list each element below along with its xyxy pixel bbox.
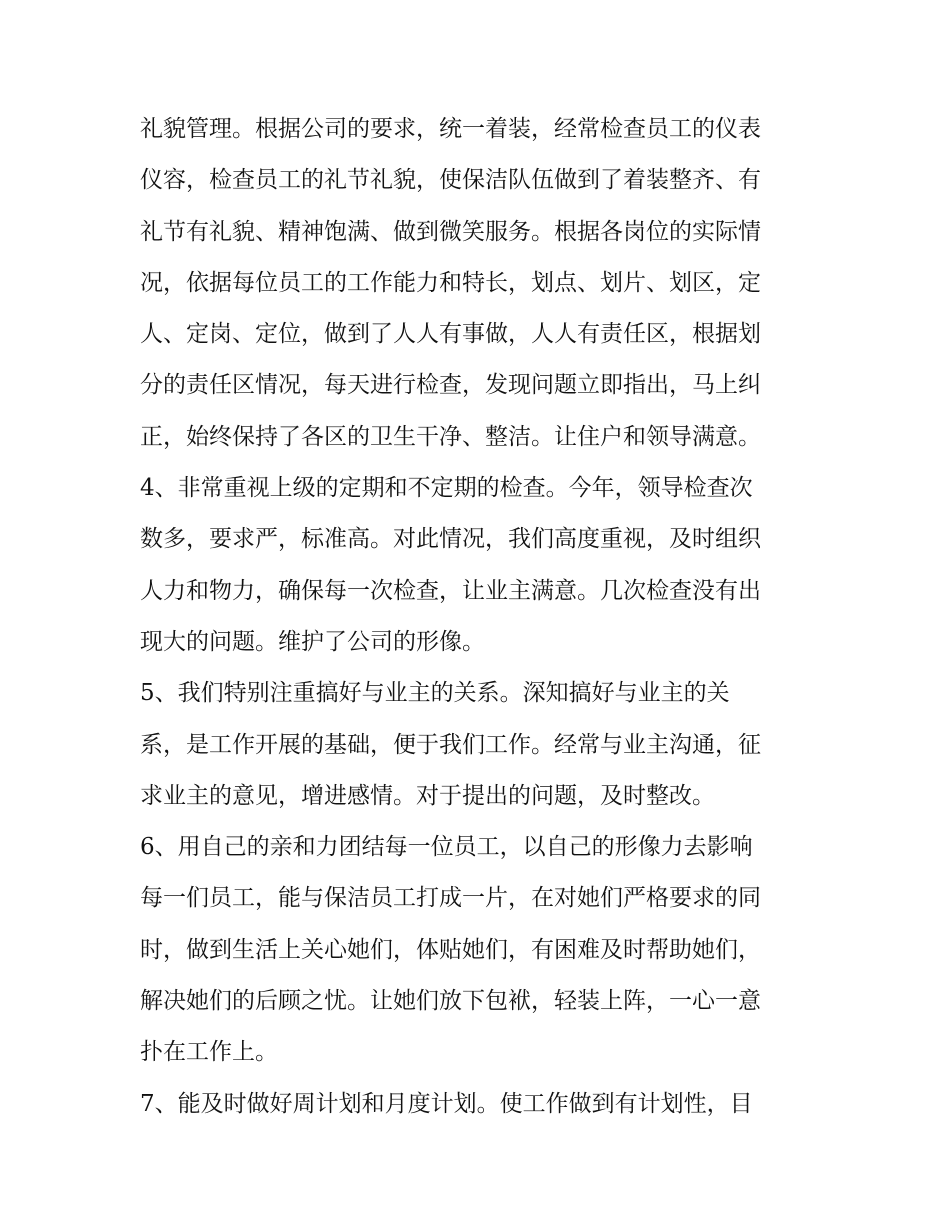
text-line: 仪容，检查员工的礼节礼貌，使保洁队伍做到了着装整齐、有: [140, 167, 761, 194]
text-line: 5、我们特别注重搞好与业主的关系。深知搞好与业主的关: [140, 680, 730, 707]
text-line: 4、非常重视上级的定期和不定期的检查。今年，领导检查次: [140, 475, 753, 502]
text-line: 数多，要求严，标准高。对此情况，我们高度重视，及时组织: [140, 526, 761, 553]
text-line: 扑在工作上。: [140, 1039, 278, 1066]
document-body: [140, 104, 812, 1130]
text-line: 正，始终保持了各区的卫生干净、整洁。让住户和领导满意。: [140, 423, 761, 450]
text-line: 人、定岗、定位，做到了人人有事做，人人有责任区，根据划: [140, 321, 761, 348]
text-line: 人力和物力，确保每一次检查，让业主满意。几次检查没有出: [140, 577, 761, 604]
text-line: 礼节有礼貌、精神饱满、做到微笑服务。根据各岗位的实际情: [140, 218, 761, 245]
text-line: 求业主的意见，增进感情。对于提出的问题，及时整改。: [140, 782, 715, 809]
text-line: 分的责任区情况，每天进行检查，发现问题立即指出，马上纠: [140, 372, 761, 399]
text-line: 况，依据每位员工的工作能力和特长，划点、划片、划区，定: [140, 269, 761, 296]
text-line: 现大的问题。维护了公司的形像。: [140, 628, 485, 655]
text-line: 7、能及时做好周计划和月度计划。使工作做到有计划性，目: [140, 1090, 753, 1117]
text-line: 时，做到生活上关心她们，体贴她们，有困难及时帮助她们，: [140, 936, 761, 963]
text-line: 解决她们的后顾之忧。让她们放下包袱，轻装上阵，一心一意: [140, 988, 761, 1015]
text-line: 礼貌管理。根据公司的要求，统一着装，经常检查员工的仪表: [140, 116, 761, 142]
text-line: 每一们员工，能与保洁员工打成一片，在对她们严格要求的同: [140, 885, 761, 912]
text-line: 6、用自己的亲和力团结每一位员工，以自己的形像力去影响: [140, 834, 753, 861]
text-line: 系，是工作开展的基础，便于我们工作。经常与业主沟通，征: [140, 731, 761, 758]
